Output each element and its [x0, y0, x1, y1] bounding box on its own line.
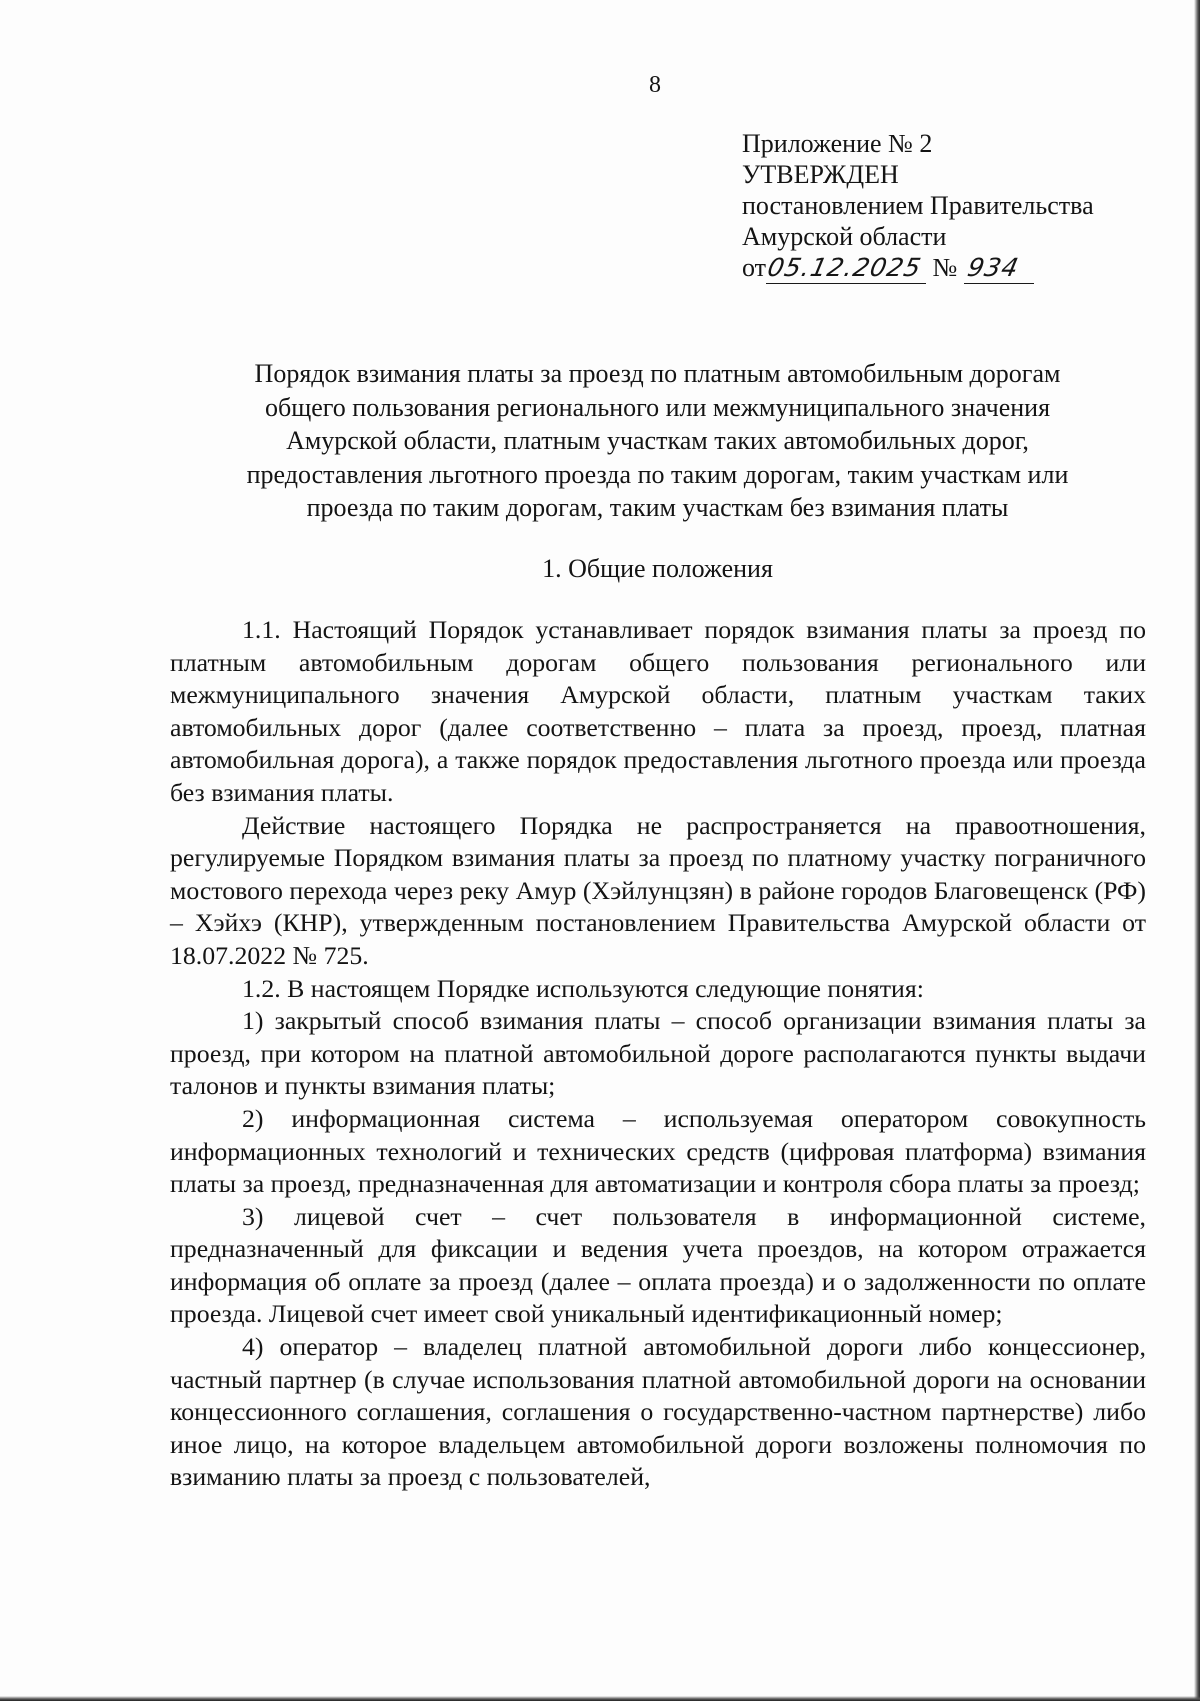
number-field — [964, 252, 1034, 284]
definition-item-2: 2) информационная система – используемая оператором совокупность информационных технологий и технических средств (цифровая платформа) взимания платы за проезд, предназначенная для автоматизации и контроля сбора платы за проезд; — [170, 1103, 1146, 1199]
title-line: предоставления льготного проезда по таким дорогам, таким участкам или — [246, 459, 1069, 489]
resolution-label: постановлением Правительства — [742, 191, 1094, 220]
title-line: общего пользования регионального или межмуниципального значения — [264, 392, 1051, 422]
approval-block — [742, 128, 1094, 284]
scan-border-right — [1194, 0, 1200, 1701]
paragraph-1-1: 1.1. Настоящий Порядок устанавливает порядок взимания платы за проезд по платным автомобильным дорогам общего пользования регионального или межмуниципального значения Амурской области, платным участкам таких автомобильных дорог (далее соответственно – плата за проезд, проезд, платная автомобильная дорога), а также порядок предоставления льготного проезда или проезда без взимания платы. — [170, 615, 1146, 807]
definition-item-4: 4) оператор – владелец платной автомобильной дороги либо концессионер, частный партнер (в случае использования платной автомобильной дороги на основании концессионного соглашения, соглашения о государственно-частном партнерстве) либо иное лицо, на которое владельцем автомобильной дороги возложены полномочия по взиманию платы за проезд с пользователей, — [170, 1332, 1146, 1492]
number-prefix: № — [932, 253, 958, 282]
date-number-line — [742, 252, 1094, 284]
paragraph-scope-exclusion: Действие настоящего Порядка не распространяется на правоотношения, регулируемые Порядком взимания платы за проезд по платному участку пограничного мостового перехода через реку Амур (Хэйлунцзян) в районе городов Благовещенск (РФ) – Хэйхэ (КНР), утвержденным постановлением Правительства Амурской области от 18.07.2022 № 725. — [170, 810, 1146, 970]
section-heading: 1. Общие положения — [542, 554, 773, 583]
date-prefix: от — [742, 253, 767, 282]
region-label: Амурской области — [742, 222, 947, 251]
page-number: 8 — [649, 72, 661, 98]
title-line: проезда по таким дорогам, таким участкам без взимания платы — [306, 493, 1009, 522]
scan-border-bottom — [0, 1696, 1200, 1701]
document-title — [160, 357, 1155, 525]
approved-label: УТВЕРЖДЕН — [742, 160, 899, 189]
paragraph-1-2: 1.2. В настоящем Порядке используются следующие понятия: — [242, 973, 924, 1003]
definition-item-1: 1) закрытый способ взимания платы – способ организации взимания платы за проезд, при котором на платной автомобильной дороге располагаются пункты выдачи талонов и пункты взимания платы; — [170, 1006, 1146, 1101]
handwritten-date: 05.12.2025 — [764, 253, 925, 282]
definition-item-3: 3) лицевой счет – счет пользователя в информационной системе, предназначенный для фиксации и ведения учета проездов, на котором отражается информация об оплате за проезд (далее – оплата проезда) и о задолженности по оплате проезда. Лицевой счет имеет свой уникальный идентификационный номер; — [170, 1201, 1146, 1329]
title-line: Амурской области, платным участкам таких автомобильных дорог, — [286, 426, 1029, 455]
title-line: Порядок взимания платы за проезд по платным автомобильным дорогам — [254, 359, 1061, 388]
date-field — [766, 252, 926, 284]
handwritten-number: 934 — [964, 253, 1022, 282]
appendix-label: Приложение № 2 — [742, 129, 933, 158]
document-body — [170, 614, 1146, 1494]
